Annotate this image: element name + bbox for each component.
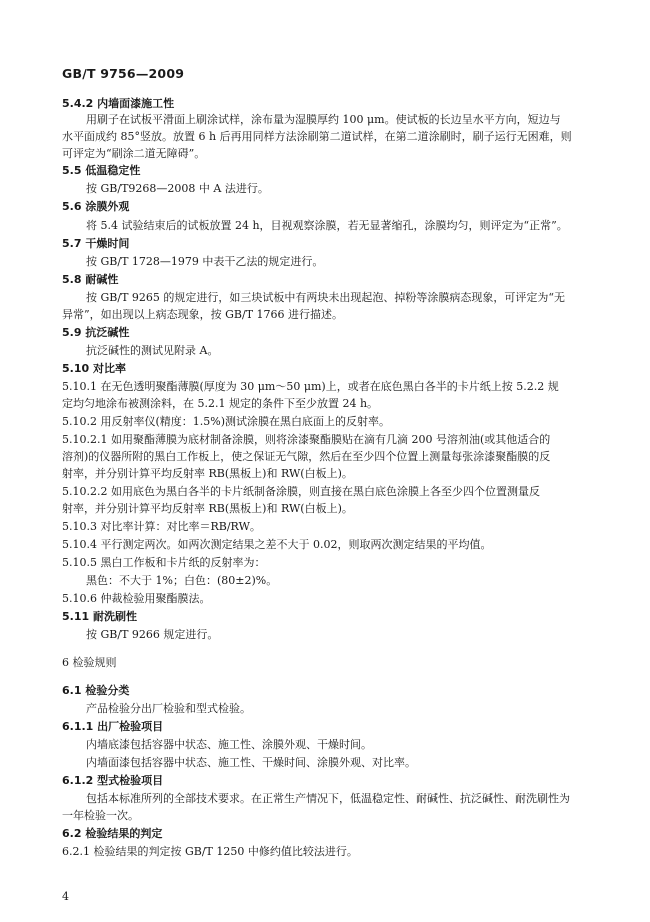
- text-line: 溶剂)的仪器所附的黑白工作板上，使之保证无气隙，然后在至少四个位置上测量每张涂漆聚酯膜的反: [62, 450, 551, 463]
- text-line: 6.2.1 检验结果的判定按 GB/T 1250 中修约值比较法进行。: [62, 845, 358, 858]
- text-line: 内墙面漆包括容器中状态、施工性、干燥时间、涂膜外观、对比率。: [86, 756, 416, 769]
- text-line: 可评定为“刷涂二道无障碍”。: [62, 147, 206, 160]
- text-line: 水平面成约 85°竖放。放置 6 h 后再用同样方法涂刷第二道试样，在第二道涂刷时，刷子运行无困难，则: [62, 130, 572, 143]
- standard-code-header: GB/T 9756—2009: [62, 66, 185, 81]
- section-heading: 5.7 干燥时间: [62, 237, 130, 250]
- text-line: 抗泛碱性的测试见附录 A。: [86, 344, 219, 357]
- section-heading: 6.1 检验分类: [62, 684, 130, 697]
- page-number: 4: [62, 890, 69, 903]
- text-line: 5.10.3 对比率计算：对比率＝RB/RW。: [62, 520, 261, 533]
- text-line: 5.10.6 仲裁检验用聚酯膜法。: [62, 592, 211, 605]
- section-heading: 5.6 涂膜外观: [62, 200, 130, 213]
- section-heading: 5.9 抗泛碱性: [62, 326, 130, 339]
- text-line: 射率，并分别计算平均反射率 RB(黑板上)和 RW(白板上)。: [62, 467, 353, 480]
- text-line: 5.10.2.2 如用底色为黑白各半的卡片纸制备涂膜，则直接在黑白底色涂膜上各至少四个位置测量反: [62, 485, 540, 498]
- section-heading: 5.4.2 内墙面漆施工性: [62, 97, 175, 110]
- text-line: 用刷子在试板平滑面上刷涂试样，涂布量为湿膜厚约 100 μm。使试板的长边呈水平方向，短边与: [86, 113, 561, 126]
- text-line: 按 GB/T9268—2008 中 A 法进行。: [86, 182, 269, 195]
- text-line: 将 5.4 试验结束后的试板放置 24 h，目视观察涂膜，若无显著缩孔，涂膜均匀，则评定为“正常”。: [86, 219, 568, 232]
- text-line: 定均匀地涂布被测涂料，在 5.2.1 规定的条件下至少放置 24 h。: [62, 397, 379, 410]
- text-line: 异常”，如出现以上病态现象，按 GB/T 1766 进行描述。: [62, 308, 344, 321]
- text-line: 按 GB/T 1728—1979 中表干乙法的规定进行。: [86, 255, 324, 268]
- text-line: 按 GB/T 9265 的规定进行，如三块试板中有两块未出现起泡、掉粉等涂膜病态现象，可评定为“无: [86, 291, 566, 304]
- section-heading: 6.1.1 出厂检验项目: [62, 720, 164, 733]
- section-heading: 6.2 检验结果的判定: [62, 827, 163, 840]
- text-line: 5.10.4 平行测定两次。如两次测定结果之差不大于 0.02，则取两次测定结果的平均值。: [62, 538, 492, 551]
- section-heading: 5.10 对比率: [62, 362, 126, 375]
- text-line: 5.10.1 在无色透明聚酯薄膜(厚度为 30 μm～50 μm)上，或者在底色黑白各半的卡片纸上按 5.2.2 规: [62, 380, 559, 393]
- text-line: 黑色：不大于 1%；白色：(80±2)%。: [86, 574, 278, 587]
- text-line: 一年检验一次。: [62, 809, 139, 822]
- text-line: 6 检验规则: [62, 656, 117, 669]
- text-line: 按 GB/T 9266 规定进行。: [86, 628, 219, 641]
- section-heading: 5.5 低温稳定性: [62, 164, 141, 177]
- text-line: 内墙底漆包括容器中状态、施工性、涂膜外观、干燥时间。: [86, 738, 372, 751]
- section-heading: 6.1.2 型式检验项目: [62, 774, 164, 787]
- text-line: 5.10.5 黑白工作板和卡片纸的反射率为：: [62, 556, 266, 569]
- text-line: 产品检验分出厂检验和型式检验。: [86, 702, 251, 715]
- section-heading: 5.8 耐碱性: [62, 273, 119, 286]
- text-line: 包括本标准所列的全部技术要求。在正常生产情况下，低温稳定性、耐碱性、抗泛碱性、耐洗刷性为: [86, 792, 570, 805]
- section-heading: 5.11 耐洗刷性: [62, 610, 137, 623]
- text-line: 5.10.2.1 如用聚酯薄膜为底材制备涂膜，则将涂漆聚酯膜贴在滴有几滴 200 号溶剂油(或其他适合的: [62, 433, 551, 446]
- text-line: 5.10.2 用反射率仪(精度：1.5%)测试涂膜在黑白底面上的反射率。: [62, 415, 391, 428]
- text-line: 射率，并分别计算平均反射率 RB(黑板上)和 RW(白板上)。: [62, 502, 353, 515]
